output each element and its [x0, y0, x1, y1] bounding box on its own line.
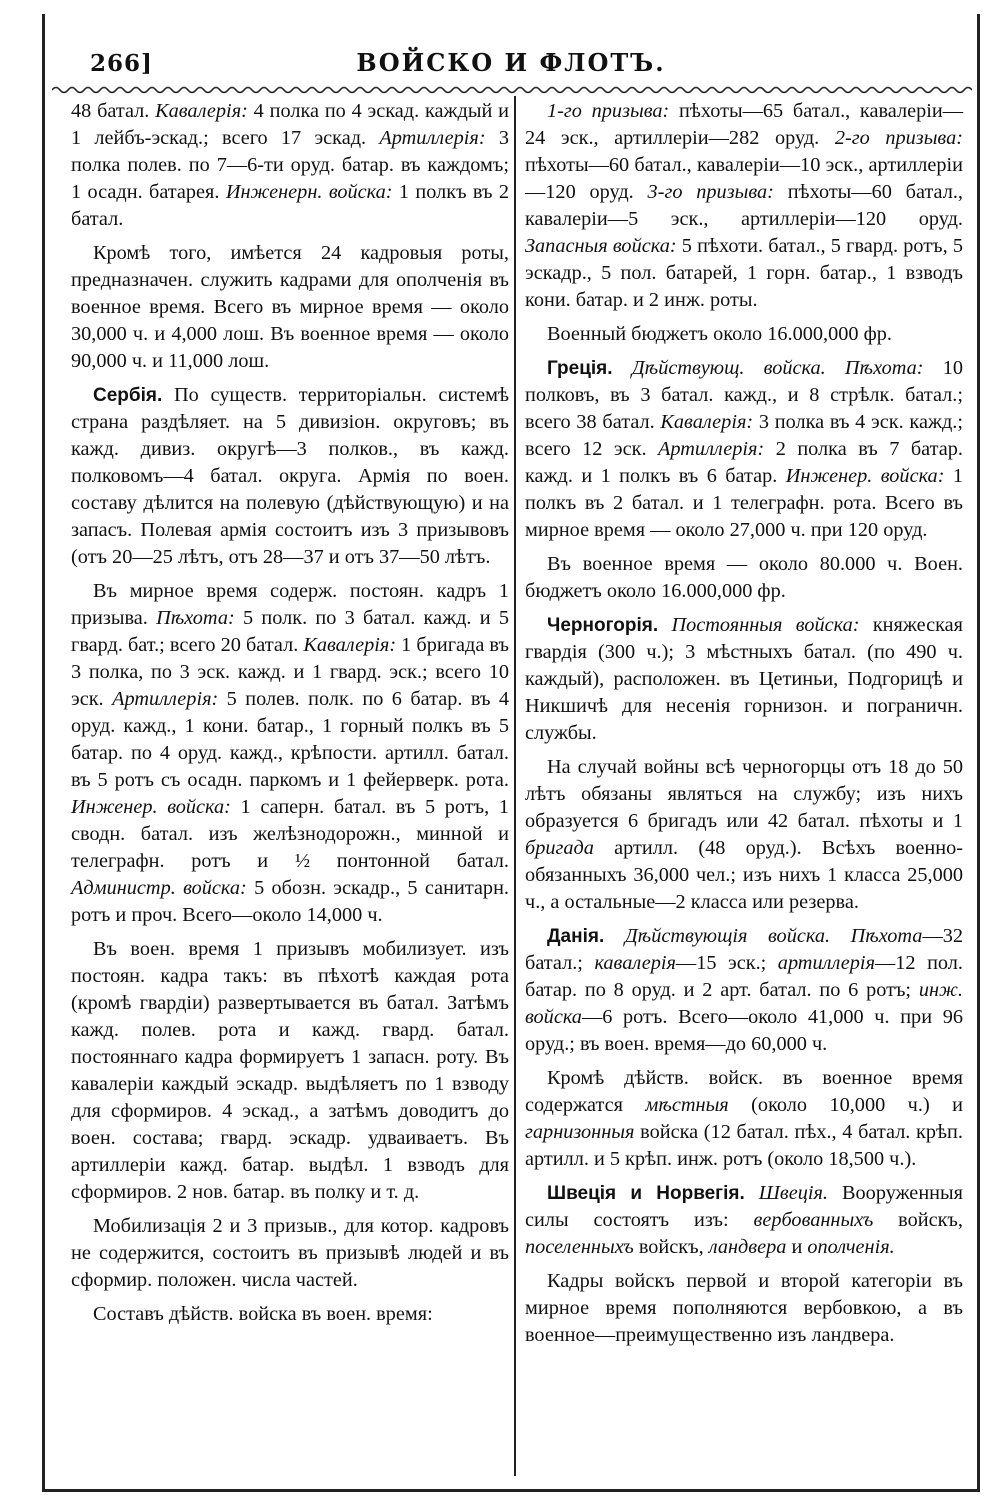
paragraph: [71, 578, 509, 929]
text-run: 2 полка въ 7 батар. кажд. и 1 полкъ въ 6 батар.: [525, 438, 963, 487]
text-run: 5 полев. полк. по 6 батар. въ 4 оруд. кажд., 1 кони. батар., 1 горный полкъ въ 5 батар. по 4 оруд. кажд., крѣпости. артилл. батал. въ 5 ротъ съ осадн. паркомъ и 1 фейерверк. рота.: [71, 688, 509, 791]
paragraph-serbia: [71, 382, 509, 571]
italic-term: Артиллерія:: [379, 127, 486, 149]
paragraph: [525, 321, 963, 348]
section-heading: Сербія.: [93, 385, 163, 406]
text-run: княжеская гвардія (300 ч.); 3 мѣстныхъ батал. (по 490 ч. каждый), расположен. въ Цетиньи, Подгорицѣ и Никшичѣ для несенія горнизон. и пограничн. службы.: [525, 614, 963, 744]
paragraph-montenegro: [525, 612, 963, 747]
paragraph: [525, 754, 963, 916]
italic-term: Швеція.: [758, 1182, 828, 1204]
text-run: 5 полк. по 3 батал. кажд. и 5 гвард. бат.; всего 20 батал.: [71, 607, 509, 656]
text-run: 1 полкъ въ 2 батал. и 1 телеграфн. рота. Всего въ мирное время — около 27,000 ч. при 120 оруд.: [525, 465, 963, 541]
text-run: пѣхоты—60 батал., кавалеріи—10 эск., артиллеріи—120 оруд.: [525, 154, 963, 203]
italic-term: Кавалерія:: [660, 411, 754, 433]
paragraph-denmark: [525, 923, 963, 1058]
text-run: Въ воен. время 1 призывъ мобилизует. изъ постоян. кадра такъ: въ пѣхотѣ каждая рота (кромѣ гвардіи) развертывается въ батал. Затѣмъ кажд. полев. рота и кажд. гвард. батал. постояннаго кадра формируетъ 1 запасн. роту. Въ кавалеріи каждый эскадр. выдѣляетъ по 1 взводу для сформиров. 4 эскад., а затѣмъ доводитъ до воен. состава; гвард. эскадр. удваиваетъ. Въ артиллеріи кажд. батар. выдѣл. 1 взводъ для сформиров. 2 нов. батар. въ полку и т. д.: [71, 938, 509, 1203]
text-run: [613, 357, 632, 379]
section-heading: Греція.: [547, 358, 613, 379]
italic-term: Дѣйствующія войска. Пѣхота: [624, 925, 923, 947]
italic-term: поселенныхъ: [525, 1236, 634, 1258]
paragraph: [525, 98, 963, 314]
paragraph-greece: [525, 355, 963, 544]
italic-term: ополченія.: [807, 1236, 895, 1258]
text-run: пѣхоты—65 батал., кавалеріи—24 эск., артиллеріи—282 оруд.: [525, 100, 963, 149]
text-run: 1 бригада въ 3 полка, по 3 эск. кажд. и 1 гвард. эск.; всего 10 эск.: [71, 634, 509, 710]
paragraph-sweden-norway: [525, 1180, 963, 1261]
text-run: На случай войны всѣ черногорцы отъ 18 до 50 лѣтъ обязаны являться на службу; изъ нихъ образуется 6 бригадъ или 42 батал. пѣхоты и 1: [525, 756, 963, 832]
paragraph: [71, 98, 509, 233]
text-run: —32 батал.;: [525, 925, 963, 974]
text-run: артилл. (48 оруд.). Всѣхъ военно-обязанныхъ 36,000 чел.; изъ нихъ 1 класса 25,000 ч., а остальные—2 класса или резерва.: [525, 837, 963, 913]
italic-term: Администр. войска:: [71, 877, 247, 899]
page-header: [50, 42, 972, 82]
left-column: [71, 98, 509, 1335]
paragraph: [71, 1301, 509, 1328]
italic-term: 3-го призыва:: [647, 181, 774, 203]
wavy-rule: [52, 84, 972, 96]
text-run: 5 обозн. эскадр., 5 санитарн. ротъ и проч. Всего—около 14,000 ч.: [71, 877, 509, 926]
paragraph: [71, 1213, 509, 1294]
text-run: Кромѣ того, имѣется 24 кадровыя роты, предназначен. служить кадрами для ополченія въ военное время. Всего въ мирное время — около 30,000 ч. и 4,000 лош. Въ военное время — около 90,000 ч. и 11,000 лош.: [71, 242, 509, 372]
text-run: 10 полковъ, въ 3 батал. кажд., и 8 стрѣлк. батал.; всего 38 батал.: [525, 357, 963, 433]
section-heading: Черногорія.: [547, 615, 659, 636]
text-run: —15 эск.;: [675, 952, 778, 974]
text-run: [658, 614, 671, 636]
text-run: Составъ дѣйств. войска въ воен. время:: [93, 1303, 433, 1325]
italic-term: Кавалерія:: [155, 100, 248, 122]
text-run: Военный бюджетъ около 16.000,000 фр.: [547, 323, 892, 345]
italic-term: Инженерн. войска:: [225, 181, 393, 203]
text-run: Кромѣ дѣйств. войск. въ военное время содержатся: [525, 1067, 963, 1116]
italic-term: Инженер. войска:: [785, 465, 945, 487]
text-run: Мобилизація 2 и 3 призыв., для котор. кадровъ не содержится, состоитъ въ призывѣ людей и въ сформир. положен. числа частей.: [71, 1215, 509, 1291]
text-run: 1 полкъ въ 2 батал.: [71, 181, 509, 230]
italic-term: гарнизонныя: [525, 1121, 635, 1143]
text-run: Въ мирное время содерж. постоян. кадръ 1 призыва.: [71, 580, 509, 629]
paragraph: [525, 551, 963, 605]
text-run: и: [786, 1236, 808, 1258]
italic-term: Пѣхота:: [156, 607, 235, 629]
italic-term: Артиллерія:: [658, 438, 765, 460]
text-run: Въ военное время — около 80.000 ч. Воен. бюджетъ около 16.000,000 фр.: [525, 553, 963, 602]
italic-term: Постоянныя войска:: [671, 614, 860, 636]
italic-term: Кавалерія:: [303, 634, 397, 656]
right-column: [525, 98, 963, 1356]
italic-term: 2-го призыва:: [834, 127, 963, 149]
text-run: (около 10,000 ч.) и: [728, 1094, 963, 1116]
text-run: войскъ,: [873, 1209, 963, 1231]
text-run: 3 полка полев. по 7—6-ти оруд. батар. въ каждомъ; 1 осадн. батарея.: [71, 127, 510, 203]
text-run: По существ. территоріальн. системѣ страна раздѣляет. на 5 дивизіон. округовъ; въ кажд. дивиз. округѣ—3 полков., въ кажд. полковомъ—4 батал. округа. Армія по воен. составу дѣлится на полевую (дѣйствующую) и на запасъ. Полевая армія состоитъ изъ 3 призывовъ (отъ 20—25 лѣтъ, отъ 28—37 и отъ 37—50 лѣтъ.: [71, 384, 509, 568]
text-run: войскъ,: [633, 1236, 709, 1258]
column-divider: [514, 96, 516, 1476]
text-run: Вооруженныя силы состоятъ изъ:: [525, 1182, 963, 1231]
running-title: ВОЙСКО И ФЛОТЪ.: [356, 48, 666, 77]
section-heading: Данія.: [547, 926, 605, 947]
italic-term: ландвера: [708, 1236, 787, 1258]
paragraph: [71, 240, 509, 375]
italic-term: бригада: [525, 837, 594, 859]
italic-term: Артиллерія:: [112, 688, 219, 710]
italic-term: мѣстныя: [645, 1094, 729, 1116]
text-run: Кадры войскъ первой и второй категоріи въ мирное время пополняются вербовкою, а въ военное—преимущественно изъ ландвера.: [525, 1270, 963, 1346]
text-run: 5 пѣхоти. батал., 5 гвард. ротъ, 5 эскадр., 5 пол. батарей, 1 горн. батар., 1 взводъ кони. батар. и 2 инж. роты.: [525, 235, 963, 311]
italic-term: инж. войска: [525, 979, 963, 1028]
italic-term: 1-го призыва:: [547, 100, 670, 122]
text-run: 1 саперн. батал. въ 5 ротъ, 1 сводн. батал. изъ желѣзнодорожн., минной и телеграфн. ротъ и ½ понтонной батал.: [71, 796, 509, 872]
section-heading: Швеція и Норвегія.: [547, 1183, 745, 1204]
text-run: —12 пол. батар. по 8 оруд. и 2 арт. батал. по 6 ротъ;: [525, 952, 963, 1001]
paragraph: [71, 936, 509, 1206]
italic-term: Дѣйствующ. войска. Пѣхота:: [631, 357, 924, 379]
italic-term: кавалерія: [594, 952, 676, 974]
text-run: [745, 1182, 759, 1204]
text-run: пѣхоты—60 батал., кавалеріи—5 эск., артиллеріи—120 оруд.: [525, 181, 964, 230]
paragraph: [525, 1268, 963, 1349]
italic-term: вербованныхъ: [753, 1209, 874, 1231]
text-run: —6 ротъ. Всего—около 41,000 ч. при 96 оруд.; въ воен. время—до 60,000 ч.: [525, 1006, 963, 1055]
text-run: 4 полка по 4 эскад. каждый и 1 лейбъ-эскад.; всего 17 эскад.: [71, 100, 509, 149]
text-run: 48 батал.: [71, 100, 156, 122]
page-number: 266]: [90, 50, 153, 77]
text-run: 3 полка въ 4 эск. кажд.; всего 12 эск.: [525, 411, 963, 460]
text-run: [604, 925, 625, 947]
italic-term: артиллерія: [777, 952, 875, 974]
italic-term: Инженер. войска:: [71, 796, 231, 818]
paragraph: [525, 1065, 963, 1173]
italic-term: Запасныя войска:: [525, 235, 677, 257]
text-run: войска (12 батал. пѣх., 4 батал. крѣп. артилл. и 5 крѣп. инж. ротъ (около 18,500 ч.).: [525, 1121, 963, 1170]
